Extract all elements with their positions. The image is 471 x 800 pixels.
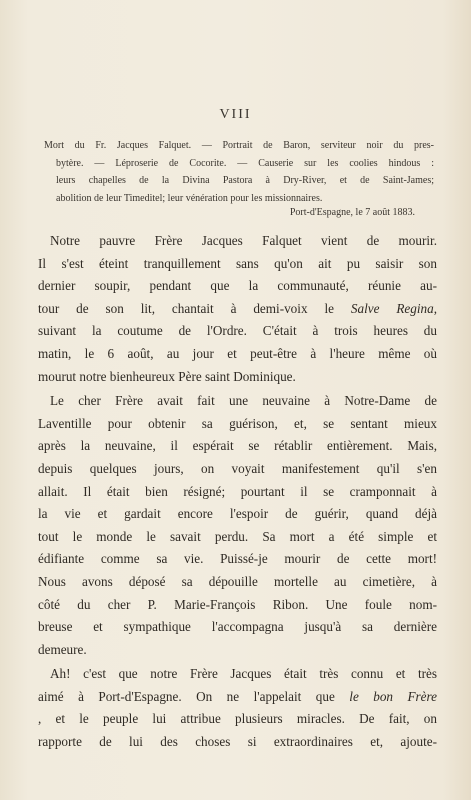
paragraph (38, 390, 437, 661)
text-line: rapporte de lui des choses si extraordinaires et, ajoute- (38, 734, 437, 750)
text-line: mourut notre bienheureux Père saint Dominique. (38, 368, 296, 384)
chapter-heading: VIII (219, 107, 252, 122)
text-line: la vie et gardait encore l'espoir de guérir, quand déjà (38, 506, 437, 522)
text-line: après la neuvaine, il espérait se rétablir entièrement. Mais, (38, 438, 437, 454)
body-text (38, 230, 437, 756)
text-line: breuse et sympathique l'accompagna jusqu'à sa dernière (38, 619, 437, 635)
text-line: Nous avons déposé sa dépouille mortelle au cimetière, à (38, 573, 437, 589)
summary-line: Mort du Fr. Jacques Falquet. — Portrait de Baron, serviteur noir du pres- (44, 140, 434, 151)
text-line: tout le monde le savait perdu. Sa mort a été simple et (38, 528, 437, 544)
text-line: édifiante comme sa vie. Puissé-je mourir de cette mort! (38, 551, 437, 567)
text-line: depuis quelques jours, on voyait manifestement qu'il s'en (38, 460, 437, 476)
italic-title: Salve Regina (350, 300, 434, 316)
text-line: Le cher Frère avait fait une neuvaine à Notre-Dame de (50, 393, 437, 409)
text-line: matin, le 6 août, au jour et peut-être à l'heure même où (38, 345, 437, 361)
summary-line: leurs chapelles de la Divina Pastora à Dry-River, et de Saint-James; (56, 175, 434, 186)
text-segment: aimé à Port-d'Espagne. On ne l'appelait que (38, 688, 350, 704)
text-line: , et le peuple lui attribue plusieurs miracles. De fait, on (38, 711, 437, 727)
dateline: Port-d'Espagne, le 7 août 1883. (289, 207, 415, 218)
text-line: côté du cher P. Marie-François Ribon. Une foule nom- (38, 596, 437, 612)
summary-line: bytère. — Léproserie de Cocorite. — Causerie sur les coolies hindous : (56, 157, 434, 169)
summary-line: abolition de leur Timeditel; leur vénération pour les missionnaires. (56, 192, 323, 204)
text-line: dernier soupir, pendant que la communauté, réunie au- (38, 278, 437, 294)
text-line: Il s'est éteint tranquillement sans qu'on ait pu saisir son (38, 255, 437, 271)
text-line: allait. Il était bien résigné; pourtant il se cramponnait à (38, 483, 437, 499)
text-line: Notre pauvre Frère Jacques Falquet vient de mourir. (50, 233, 437, 248)
text-line: demeure. (38, 641, 87, 657)
paragraph (38, 663, 437, 753)
text-segment: , (433, 300, 437, 316)
chapter-summary (44, 137, 434, 207)
italic-phrase: le bon Frère (349, 688, 437, 704)
paragraph (38, 230, 437, 388)
text-line: suivant la coutume de l'Ordre. C'était à trois heures du (38, 323, 437, 339)
text-line: Ah! c'est que notre Frère Jacques était très connu et très (50, 666, 437, 682)
text-line: Laventille pour obtenir sa guérison, et, se sentant mieux (38, 415, 437, 431)
text-line (38, 298, 437, 321)
text-segment: tour de son lit, chantait à demi-voix le (38, 300, 351, 316)
text-line (38, 686, 437, 709)
